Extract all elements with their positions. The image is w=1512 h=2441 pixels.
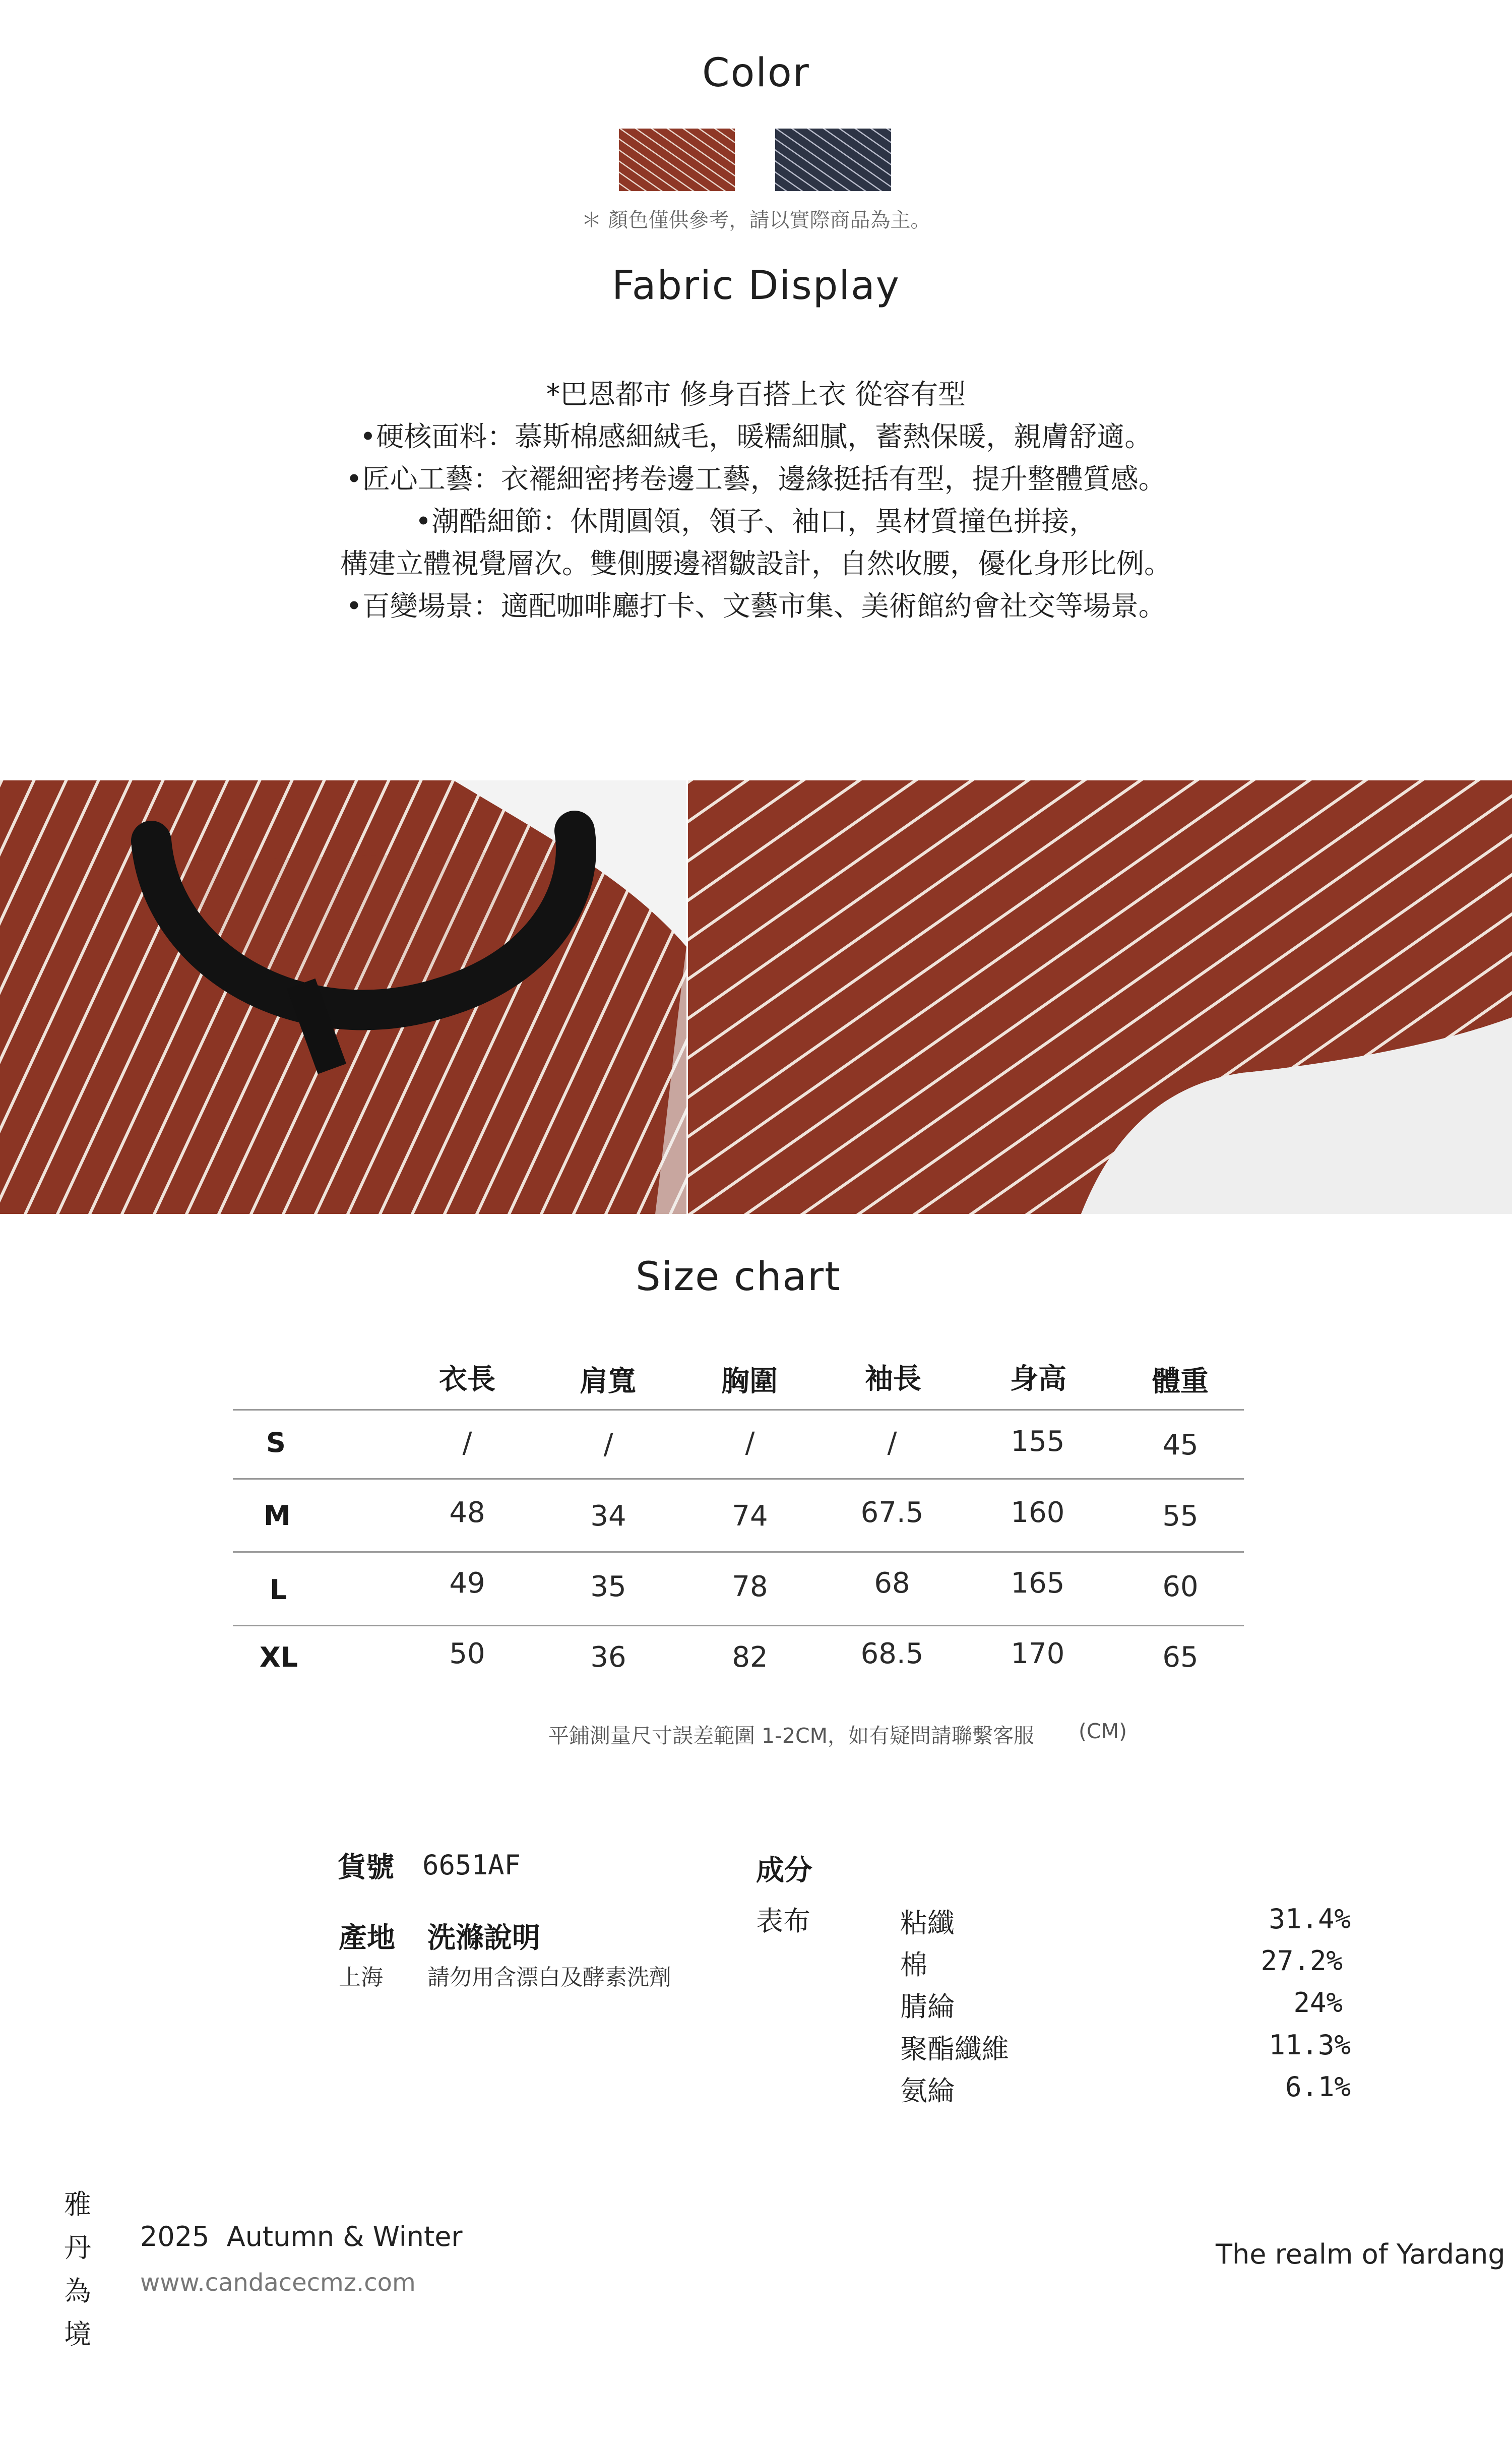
material-percent: 31.4% [1269,1903,1351,1935]
table-cell: 36 [590,1641,626,1674]
brand-char: 丹 [64,2232,91,2264]
item-no: 6651AF [422,1849,521,1881]
table-cell: 170 [1011,1637,1065,1670]
table-cell: 165 [1011,1567,1065,1600]
row-divider [233,1478,1244,1480]
material-percent: 27.2% [1261,1945,1343,1977]
fabric-line: •潮酷細節：休閒圓領，領子、袖口，異材質撞色拼接， [415,505,1097,537]
size-chart-note: 平鋪測量尺寸誤差範圍 1-2CM，如有疑問請聯繫客服 [548,1724,1034,1748]
origin-label: 產地 [339,1922,395,1955]
material-percent: 11.3% [1269,2029,1351,2061]
size-label-l: L [270,1574,287,1606]
wash-value: 請勿用含漂白及酵素洗劑 [427,1965,671,1990]
fabric-description [0,373,1512,627]
brand-char: 雅 [64,2188,91,2220]
wash-label: 洗滌說明 [427,1922,540,1955]
header-sleeve: 袖長 [865,1363,921,1395]
season-label: 2025 Autumn & Winter [140,2221,463,2252]
table-cell: 34 [590,1500,626,1533]
swatch-rust[interactable] [619,129,735,191]
table-cell: 45 [1162,1429,1199,1461]
table-cell: / [462,1427,472,1459]
item-no-label: 貨號 [338,1851,394,1884]
size-unit: (CM) [1079,1719,1127,1743]
size-label-s: S [266,1427,286,1458]
row-divider [233,1625,1244,1626]
table-cell: 55 [1162,1500,1199,1533]
navy-stripe-pattern [775,129,891,191]
website-link[interactable]: www.candacecmz.com [140,2269,416,2297]
origin-value: 上海 [339,1965,383,1990]
table-cell: 160 [1011,1496,1065,1529]
material-percent: 6.1% [1285,2071,1351,2103]
size-label-m: M [264,1500,291,1532]
header-height: 身高 [1010,1363,1066,1395]
brand-vertical [62,2183,93,2356]
material-name: 聚酯纖維 [900,2033,1009,2065]
fabric-line: *巴恩都市 修身百搭上衣 從容有型 [546,378,966,410]
rust-stripe-pattern [619,129,735,191]
table-cell: 67.5 [860,1496,924,1529]
table-cell: 35 [590,1570,626,1603]
swatch-navy[interactable] [775,129,891,191]
table-cell: 50 [449,1637,485,1670]
sleeve-detail-photo [688,780,1512,1214]
fabric-line: •硬核面料：慕斯棉感細絨毛，暖糯細膩，蓄熱保暖，親膚舒適。 [359,420,1153,453]
table-cell: / [887,1427,897,1459]
table-cell: 65 [1162,1641,1199,1674]
size-chart-title: Size chart [636,1254,841,1300]
table-cell: / [603,1428,613,1461]
header-weight: 體重 [1152,1365,1209,1398]
fabric-line: •匠心工藝：衣襬細密拷卷邊工藝，邊緣挺括有型，提升整體質感。 [346,463,1166,495]
table-cell: 60 [1162,1570,1199,1603]
collar-detail-photo [0,780,686,1214]
color-note: ＊ 顏色僅供參考，請以實際商品為主。 [581,209,931,232]
table-cell: 48 [449,1496,485,1529]
size-label-xl: XL [260,1641,298,1673]
color-title: Color [702,50,810,96]
material-name: 氨綸 [900,2075,955,2107]
composition-label: 成分 [756,1854,812,1887]
material-name: 粘纖 [900,1907,955,1939]
header-chest: 胸圍 [721,1365,778,1398]
brand-char: 境 [64,2318,91,2350]
fabric-line: 構建立體視覺層次。雙側腰邊褶皺設計，自然收腰，優化身形比例。 [340,547,1172,580]
header-length: 衣長 [439,1363,495,1396]
material-name: 棉 [900,1949,927,1981]
table-cell: 82 [732,1641,768,1674]
table-cell: 68 [874,1567,910,1600]
table-cell: 68.5 [860,1637,924,1670]
row-divider [233,1409,1244,1411]
tagline: The realm of Yardang [1216,2238,1505,2270]
material-percent: 24% [1293,1987,1343,2019]
table-cell: 49 [449,1567,485,1600]
material-name: 腈綸 [900,1991,955,2023]
brand-char: 為 [64,2275,91,2307]
table-cell: 155 [1011,1425,1065,1458]
fabric-line: •百變場景：適配咖啡廳打卡、文藝市集、美術館約會社交等場景。 [346,590,1166,622]
fabric-title: Fabric Display [612,263,900,309]
row-divider [233,1551,1244,1553]
fabric-label: 表布 [756,1905,810,1937]
table-cell: 78 [732,1570,768,1603]
table-cell: 74 [732,1500,768,1533]
table-cell: / [745,1427,755,1459]
header-shoulder: 肩寬 [580,1365,636,1398]
